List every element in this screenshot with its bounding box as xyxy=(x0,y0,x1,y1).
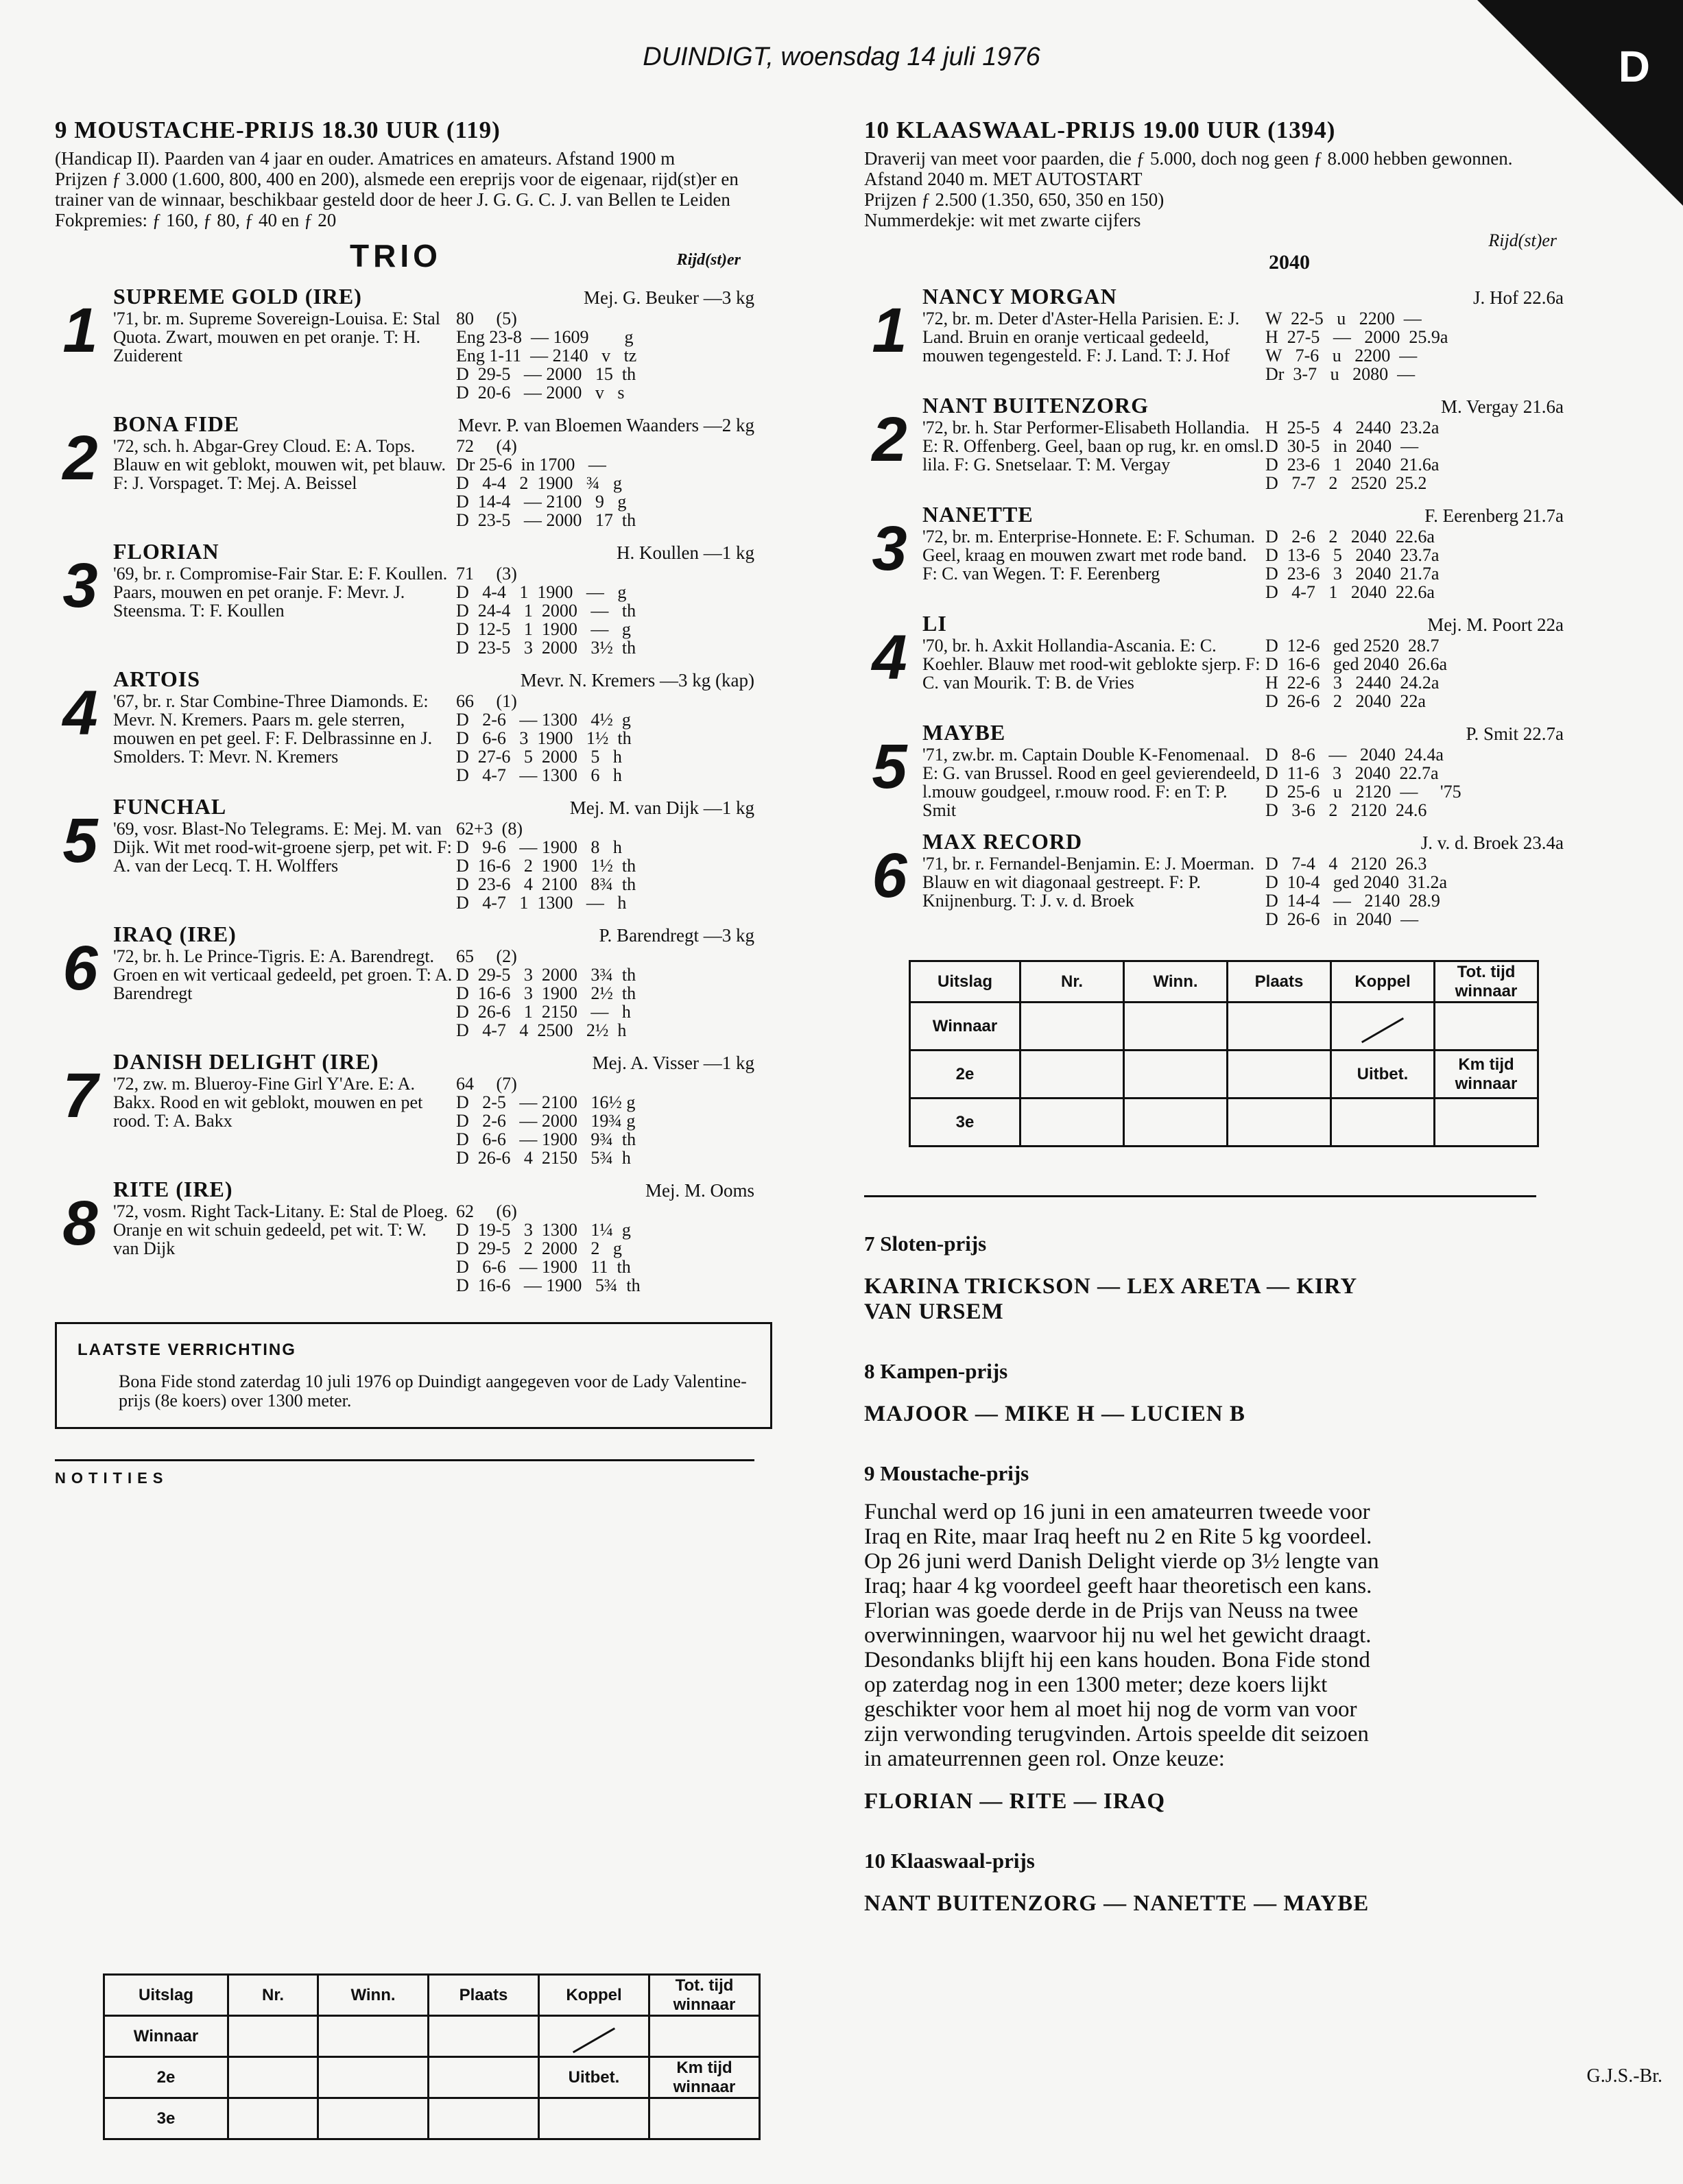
horse-number: 4 xyxy=(872,623,907,693)
signature: G.J.S.-Br. xyxy=(1586,2065,1662,2087)
horse-name-line xyxy=(922,611,1564,636)
horse-rider: Mej. M. Ooms xyxy=(645,1180,754,1201)
cell-input[interactable] xyxy=(649,2098,760,2139)
horse-number: 5 xyxy=(62,806,98,876)
uitbet-label: Uitbet. xyxy=(539,2057,649,2098)
horse-name-line xyxy=(113,922,754,947)
horse-details xyxy=(922,636,1564,710)
cell-input[interactable] xyxy=(539,2098,649,2139)
horse-rider: Mevr. P. van Bloemen Waanders —2 kg xyxy=(457,415,754,435)
race-title: 9 MOUSTACHE-PRIJS 18.30 UUR (119) xyxy=(55,117,501,143)
km-tijd-label: Km tijd winnaar xyxy=(1435,1051,1538,1099)
horse-description: '72, zw. m. Blueroy-Fine Girl Y'Are. E: A. Bakx. Rood en wit geblokt, mouwen en pet rood. T: A. Bakx xyxy=(113,1074,423,1131)
horse-number: 8 xyxy=(62,1188,98,1258)
horse-form: 80 (5) Eng 23-8 — 1609 g Eng 1-11 — 2140 v tz D 29-5 — 2000 15 th D 20-6 — 2000 v s xyxy=(456,309,637,403)
rider-heading: Rijd(st)er xyxy=(1488,230,1557,250)
horse-body xyxy=(113,1177,754,1295)
horse-body xyxy=(113,411,754,529)
tip-block xyxy=(864,1232,1564,1325)
horse-form: D 2-6 2 2040 22.6a D 13-6 5 2040 23.7a D 23-6 3 2040 21.7a D 4-7 1 2040 22.6a xyxy=(1265,527,1440,602)
header-plaats: Plaats xyxy=(429,1975,539,2016)
page-header: DUINDIGT, woensdag 14 juli 1976 xyxy=(643,43,1040,71)
tip-horses: KARINA TRICKSON — LEX ARETA — KIRY VAN URSEM xyxy=(864,1274,1357,1324)
horse-description: '69, br. r. Compromise-Fair Star. E: F. Koullen. Paars, mouwen en pet oranje. F: Mevr. J. Steensma. T: F. Koullen xyxy=(113,564,448,621)
horse-entry xyxy=(55,1049,754,1167)
horse-number: 1 xyxy=(872,296,907,365)
horse-name: RITE (IRE) xyxy=(113,1177,233,1201)
horse-details xyxy=(113,947,754,1040)
cell-input[interactable] xyxy=(1020,1099,1124,1147)
tip-title: 9 Moustache-prijs xyxy=(864,1461,1029,1485)
horse-description: '71, zw.br. m. Captain Double K-Fenomenaal. E: G. van Brussel. Rood en geel gevierendeeld, l.mouw goudgeel, r.mouw rood. F: en T: P. Smit xyxy=(922,745,1261,820)
cell-input[interactable] xyxy=(1435,1003,1538,1051)
horse-name: NANCY MORGAN xyxy=(922,284,1117,309)
header-winn: Winn. xyxy=(1124,961,1228,1003)
uitbet-label: Uitbet. xyxy=(1331,1051,1435,1099)
race-title: 10 KLAASWAAL-PRIJS 19.00 UUR (1394) xyxy=(864,117,1336,143)
header-koppel: Koppel xyxy=(539,1975,649,2016)
horse-details xyxy=(113,1075,754,1167)
horse-name-line xyxy=(113,284,754,309)
distance-heading: 2040 xyxy=(1269,251,1310,274)
tip-horses: MAJOOR — MIKE H — LUCIEN B xyxy=(864,1402,1245,1426)
cell-input[interactable] xyxy=(1228,1051,1331,1099)
cell-input[interactable] xyxy=(1020,1051,1124,1099)
horse-entry xyxy=(55,1177,754,1295)
tip-block xyxy=(864,1849,1564,1917)
slash-mark xyxy=(1361,1017,1404,1043)
horse-description: '72, br. m. Deter d'Aster-Hella Parisien. E: J. Land. Bruin en oranje verticaal gedeeld, mouwen tegengesteld. F: J. Land. T: J. Hof xyxy=(922,309,1240,365)
cell-input[interactable] xyxy=(228,2016,318,2057)
race-conditions: (Handicap II). Paarden van 4 jaar en ouder. Amatrices en amateurs. Afstand 1900 m xyxy=(55,148,676,169)
cell-input[interactable] xyxy=(1228,1003,1331,1051)
header-tot-tijd: Tot. tijd winnaar xyxy=(1435,961,1538,1003)
horse-name: IRAQ (IRE) xyxy=(113,922,237,946)
cell-input[interactable] xyxy=(1124,1099,1228,1147)
tip-text: Funchal werd op 16 juni in een amateurren tweede voor Iraq en Rite, maar Iraq heeft nu 2 en Rite 5 kg voordeel. Op 26 juni werd Danish Delight vierde op 3½ lengte van Iraq; haar 4 kg voordeel geeft haar theoretisch een kans. Florian was goede derde in de Prijs van Neuss na twee overwinningen, waarvoor hij nu wel het gewicht draagt. Desondanks blijft hij een kans houden. Bona Fide stond op zaterdag nog in een 1300 meter; deze koers lijkt geschikter voor hem al moet hij nog de vorm van voor zijn verwonding terugvinden. Artois speelde dit seizoen in amateurrennen geen rol. Onze keuze: xyxy=(864,1500,1379,1771)
right-column xyxy=(864,117,1564,1917)
horse-form: 65 (2) D 29-5 3 2000 3¾ th D 16-6 3 1900 2½ th D 26-6 1 2150 — h D 4-7 4 2500 2½ h xyxy=(456,946,636,1040)
horse-name: FUNCHAL xyxy=(113,794,227,819)
header-nr: Nr. xyxy=(228,1975,318,2016)
horse-rider: P. Smit 22.7a xyxy=(1466,723,1564,744)
horse-rider: Mevr. N. Kremers —3 kg (kap) xyxy=(520,670,754,691)
horse-details xyxy=(113,437,754,529)
cell-input[interactable] xyxy=(228,2057,318,2098)
horse-entry xyxy=(864,611,1564,710)
row-3e: 3e xyxy=(910,1099,1020,1147)
horse-body xyxy=(922,502,1564,601)
horse-name: LI xyxy=(922,611,947,636)
horse-form: 62+3 (8) D 9-6 — 1900 8 h D 16-6 2 1900 1½ th D 23-6 4 2100 8¾ th D 4-7 1 1300 — h xyxy=(456,819,636,913)
horse-body xyxy=(113,667,754,784)
horse-description: '72, sch. h. Abgar-Grey Cloud. E: A. Tops. Blauw en wit geblokt, mouwen wit, pet blauw. F: J. Vorspaget. T: Mej. A. Beissel xyxy=(113,436,446,493)
header-winn: Winn. xyxy=(318,1975,429,2016)
cell-input[interactable] xyxy=(318,2098,429,2139)
horse-body xyxy=(922,284,1564,383)
tip-title: 8 Kampen-prijs xyxy=(864,1359,1008,1383)
section-divider xyxy=(864,1195,1536,1197)
horse-name-line xyxy=(922,393,1564,418)
horse-rider: J. Hof 22.6a xyxy=(1473,287,1564,308)
header-uitslag: Uitslag xyxy=(910,961,1020,1003)
horse-body xyxy=(922,611,1564,710)
cell-input[interactable] xyxy=(318,2057,429,2098)
horse-description: '71, br. r. Fernandel-Benjamin. E: J. Moerman. Blauw en wit diagonaal gestreept. F: P. Knijnenburg. T: J. v. d. Broek xyxy=(922,854,1255,911)
last-performance-box xyxy=(55,1322,772,1429)
horse-form: 66 (1) D 2-6 — 1300 4½ g D 6-6 3 1900 1½ th D 27-6 5 2000 5 h D 4-7 — 1300 6 h xyxy=(456,691,632,785)
horse-description: '72, br. h. Star Performer-Elisabeth Hollandia. E: R. Offenberg. Geel, baan op rug, kr. en omsl. lila. F: G. Snetselaar. T: M. Vergay xyxy=(922,418,1264,475)
horse-entry xyxy=(864,284,1564,383)
box-title: LAATSTE VERRICHTING xyxy=(77,1341,296,1359)
horse-name-line xyxy=(113,539,754,564)
horse-body xyxy=(113,539,754,657)
cell-input[interactable] xyxy=(429,2057,539,2098)
slash-mark xyxy=(573,2027,615,2053)
horse-name: NANETTE xyxy=(922,502,1034,527)
result-table-right xyxy=(909,960,1539,1147)
horse-name: SUPREME GOLD (IRE) xyxy=(113,284,362,309)
race-fokpremies: Fokpremies: ƒ 160, ƒ 80, ƒ 40 en ƒ 20 xyxy=(55,210,337,230)
tip-title: 10 Klaaswaal-prijs xyxy=(864,1849,1035,1873)
horse-entry xyxy=(55,284,754,402)
horse-details xyxy=(113,309,754,402)
koppel-slash-cell xyxy=(539,2016,649,2057)
trio-row xyxy=(55,230,754,274)
cell-input[interactable] xyxy=(1124,1051,1228,1099)
horse-details xyxy=(113,1202,754,1295)
rider-heading: Rijd(st)er xyxy=(676,251,741,269)
horse-body xyxy=(113,922,754,1040)
horse-number: 7 xyxy=(62,1061,98,1131)
horse-description: '71, br. m. Supreme Sovereign-Louisa. E: Stal Quota. Zwart, mouwen en pet oranje. T: H. Zuiderent xyxy=(113,309,440,365)
horse-number: 2 xyxy=(872,405,907,475)
horse-name: MAX RECORD xyxy=(922,829,1083,854)
horse-number: 3 xyxy=(872,514,907,584)
horse-body xyxy=(922,393,1564,492)
tips-section xyxy=(864,1232,1564,1917)
horse-entry xyxy=(864,720,1564,819)
cell-input[interactable] xyxy=(1020,1003,1124,1051)
cell-input[interactable] xyxy=(1331,1099,1435,1147)
horse-details xyxy=(922,527,1564,601)
horse-entry xyxy=(864,829,1564,928)
horse-name: NANT BUITENZORG xyxy=(922,393,1149,418)
horse-rider: Mej. M. Poort 22a xyxy=(1427,614,1564,635)
cell-input[interactable] xyxy=(649,2016,760,2057)
horse-name-line xyxy=(113,794,754,819)
tip-block xyxy=(864,1461,1564,1814)
box-text: Bona Fide stond zaterdag 10 juli 1976 op Duindigt aangegeven voor de Lady Valentine-prijs (8e koers) over 1300 meter. xyxy=(119,1371,747,1411)
horse-name-line xyxy=(113,1177,754,1202)
horse-number: 6 xyxy=(872,841,907,911)
horse-form: 64 (7) D 2-5 — 2100 16½ g D 2-6 — 2000 19¾ g D 6-6 — 1900 9¾ th D 26-6 4 2150 5¾ h xyxy=(456,1074,636,1168)
horse-entry xyxy=(55,667,754,784)
cell-input[interactable] xyxy=(429,2098,539,2139)
tip-horses: NANT BUITENZORG — NANETTE — MAYBE xyxy=(864,1891,1370,1916)
horse-form: H 25-5 4 2440 23.2a D 30-5 in 2040 — D 23-6 1 2040 21.6a D 7-7 2 2520 25.2 xyxy=(1265,418,1440,493)
horse-description: '72, br. m. Enterprise-Honnete. E: F. Schuman. Geel, kraag en mouwen zwart met rode band. F: C. van Wegen. T: F. Eerenberg xyxy=(922,527,1255,584)
header-uitslag: Uitslag xyxy=(104,1975,228,2016)
horse-body xyxy=(113,794,754,912)
trio-label: TRIO xyxy=(350,238,442,274)
horse-details xyxy=(922,418,1564,492)
corner-letter: D xyxy=(1618,42,1650,91)
horse-form: 62 (6) D 19-5 3 1300 1¼ g D 29-5 2 2000 2 g D 6-6 — 1900 11 th D 16-6 — 1900 5¾ th xyxy=(456,1201,641,1295)
tip-horses: FLORIAN — RITE — IRAQ xyxy=(864,1789,1166,1814)
horse-form: 71 (3) D 4-4 1 1900 — g D 24-4 1 2000 — th D 12-5 1 1900 — g D 23-5 3 2000 3½ th xyxy=(456,564,636,658)
race-prizes: Prijzen ƒ 2.500 (1.350, 650, 350 en 150) xyxy=(864,189,1165,210)
row-2e: 2e xyxy=(104,2057,228,2098)
horse-description: '70, br. h. Axkit Hollandia-Ascania. E: C. Koehler. Blauw met rood-wit geblokte sjerp. F: C. van Mourik. T: B. de Vries xyxy=(922,636,1261,693)
horse-entry xyxy=(864,502,1564,601)
horse-list xyxy=(864,284,1564,928)
left-column xyxy=(55,117,754,1487)
horse-body xyxy=(922,720,1564,819)
horse-number: 3 xyxy=(62,551,98,621)
cell-input[interactable] xyxy=(1124,1003,1228,1051)
row-winnaar: Winnaar xyxy=(104,2016,228,2057)
horse-name-line xyxy=(922,720,1564,745)
cell-input[interactable] xyxy=(318,2016,429,2057)
horse-number: 1 xyxy=(62,296,98,365)
horse-form: D 12-6 ged 2520 28.7 D 16-6 ged 2040 26.6a H 22-6 3 2440 24.2a D 26-6 2 2040 22a xyxy=(1265,636,1448,711)
horse-rider: H. Koullen —1 kg xyxy=(617,542,754,563)
horse-entry xyxy=(55,794,754,912)
header-nr: Nr. xyxy=(1020,961,1124,1003)
header-koppel: Koppel xyxy=(1331,961,1435,1003)
horse-name-line xyxy=(922,829,1564,854)
horse-name-line xyxy=(922,502,1564,527)
horse-rider: Mej. M. van Dijk —1 kg xyxy=(569,797,754,818)
result-table-left xyxy=(103,1973,761,2140)
cell-input[interactable] xyxy=(228,2098,318,2139)
horse-name-line xyxy=(922,284,1564,309)
horse-description: '67, br. r. Star Combine-Three Diamonds. E: Mevr. N. Kremers. Paars m. gele sterren, mouwen en pet geel. F: F. Delbrassinne en J. Smolders. T: Mevr. N. Kremers xyxy=(113,691,433,767)
horse-name-line xyxy=(113,667,754,692)
horse-name-line xyxy=(113,411,754,437)
horse-name: BONA FIDE xyxy=(113,411,240,436)
koppel-slash-cell xyxy=(1331,1003,1435,1051)
horse-details xyxy=(113,819,754,912)
horse-list xyxy=(55,284,754,1295)
horse-entry xyxy=(864,393,1564,492)
horse-body xyxy=(922,829,1564,928)
horse-entry xyxy=(55,922,754,1040)
horse-form: W 22-5 u 2200 — H 27-5 — 2000 25.9a W 7-6 u 2200 — Dr 3-7 u 2080 — xyxy=(1265,309,1448,384)
row-winnaar: Winnaar xyxy=(910,1003,1020,1051)
race-number-cloth: Nummerdekje: wit met zwarte cijfers xyxy=(864,210,1141,230)
horse-name: ARTOIS xyxy=(113,667,200,691)
horse-rider: P. Barendregt —3 kg xyxy=(599,925,754,946)
row-2e: 2e xyxy=(910,1051,1020,1099)
horse-description: '69, vosr. Blast-No Telegrams. E: Mej. M. van Dijk. Wit met rood-wit-groene sjerp, pet wit. F: A. van der Lecq. T. H. Wolffers xyxy=(113,819,452,876)
horse-entry xyxy=(55,411,754,529)
tip-title: 7 Sloten-prijs xyxy=(864,1232,987,1256)
horse-body xyxy=(113,1049,754,1167)
header-plaats: Plaats xyxy=(1228,961,1331,1003)
race-prizes: Prijzen ƒ 3.000 (1.600, 800, 400 en 200), alsmede een ereprijs voor de eigenaar, rijd(st)er en trainer van de winnaar, beschikbaar gesteld door de heer J. G. G. C. J. van Bellen te Leiden xyxy=(55,169,739,210)
horse-form: D 7-4 4 2120 26.3 D 10-4 ged 2040 31.2a D 14-4 — 2140 28.9 D 26-6 in 2040 — xyxy=(1265,854,1448,929)
horse-details xyxy=(113,692,754,784)
horse-form: 72 (4) Dr 25-6 in 1700 — D 4-4 2 1900 ¾ g D 14-4 — 2100 9 g D 23-5 — 2000 17 th xyxy=(456,436,636,530)
race-conditions: Draverij van meet voor paarden, die ƒ 5.000, doch nog geen ƒ 8.000 hebben gewonnen. Afstand 2040 m. MET AUTOSTART xyxy=(864,148,1513,189)
horse-name: FLORIAN xyxy=(113,539,219,564)
horse-name: MAYBE xyxy=(922,720,1006,745)
horse-rider: F. Eerenberg 21.7a xyxy=(1424,505,1564,526)
horse-description: '72, vosm. Right Tack-Litany. E: Stal de Ploeg. Oranje en wit schuin gedeeld, pet wit. T: W. van Dijk xyxy=(113,1201,449,1258)
header-tot-tijd: Tot. tijd winnaar xyxy=(649,1975,760,2016)
horse-rider: Mej. G. Beuker —3 kg xyxy=(584,287,754,308)
cell-input[interactable] xyxy=(1435,1099,1538,1147)
horse-number: 5 xyxy=(872,732,907,802)
cell-input[interactable] xyxy=(429,2016,539,2057)
horse-details xyxy=(922,309,1564,383)
cell-input[interactable] xyxy=(1228,1099,1331,1147)
horse-name: DANISH DELIGHT (IRE) xyxy=(113,1049,379,1074)
horse-form: D 8-6 — 2040 24.4a D 11-6 3 2040 22.7a D 25-6 u 2120 — '75 D 3-6 2 2120 24.6 xyxy=(1265,745,1461,820)
horse-details xyxy=(922,745,1564,819)
horse-details xyxy=(113,564,754,657)
tip-block xyxy=(864,1359,1564,1427)
row-3e: 3e xyxy=(104,2098,228,2139)
horse-number: 2 xyxy=(62,423,98,493)
horse-rider: M. Vergay 21.6a xyxy=(1441,396,1564,417)
horse-rider: Mej. A. Visser —1 kg xyxy=(592,1053,754,1073)
horse-entry xyxy=(55,539,754,657)
notes-heading: NOTITIES xyxy=(55,1459,754,1487)
horse-rider: J. v. d. Broek 23.4a xyxy=(1420,832,1564,853)
horse-description: '72, br. h. Le Prince-Tigris. E: A. Barendregt. Groen en wit verticaal gedeeld, pet groen. T: A. Barendregt xyxy=(113,946,453,1003)
km-tijd-label: Km tijd winnaar xyxy=(649,2057,760,2098)
horse-number: 6 xyxy=(62,933,98,1003)
horse-number: 4 xyxy=(62,678,98,748)
horse-details xyxy=(922,854,1564,928)
horse-name-line xyxy=(113,1049,754,1075)
horse-body xyxy=(113,284,754,402)
